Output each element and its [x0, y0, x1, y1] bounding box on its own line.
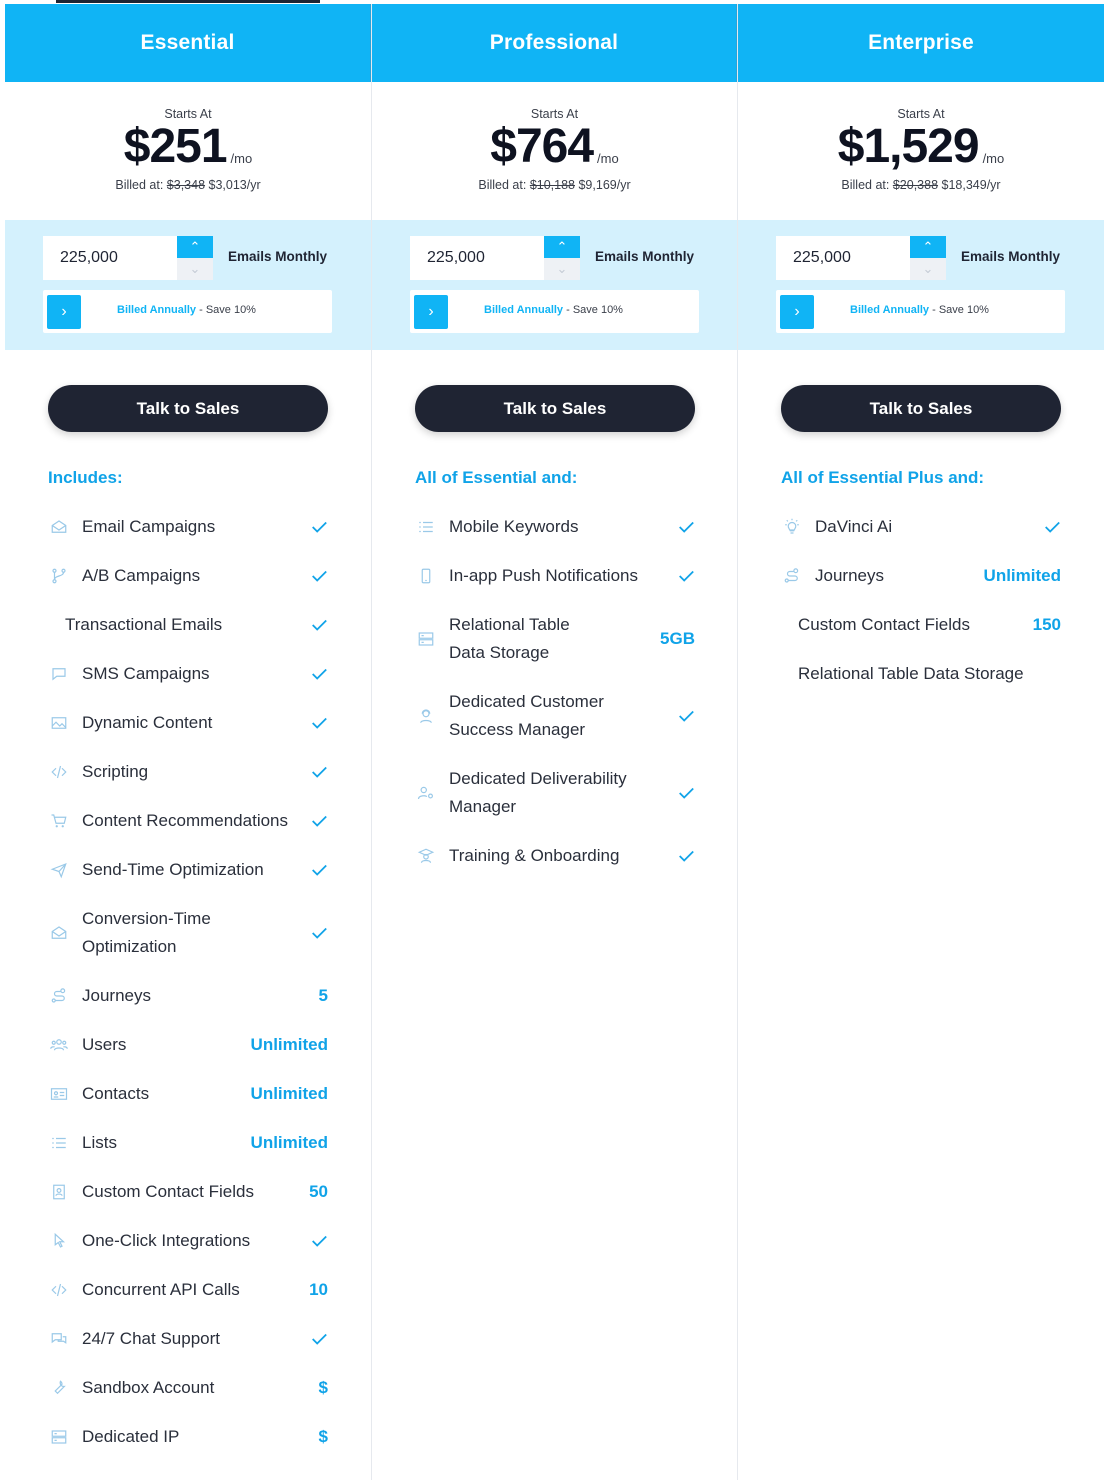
feature-row [781, 511, 1061, 543]
check-icon [310, 518, 328, 536]
check-icon [677, 707, 695, 725]
billed-old-price: $10,188 [529, 178, 575, 192]
feature-value: $ [318, 1427, 328, 1446]
check-icon [310, 1330, 328, 1348]
starts-at-label: Starts At [530, 107, 579, 121]
emails-stepper[interactable] [410, 236, 580, 280]
feature-name: Sandbox Account [82, 1378, 215, 1397]
feature-name: Custom Contact Fields [82, 1182, 254, 1201]
feature-name: Content Recommendations [82, 811, 289, 830]
feature-name: 24/7 Chat Support [82, 1329, 220, 1348]
price-block [372, 82, 737, 220]
list-icon [415, 516, 437, 538]
feature-row [48, 854, 328, 886]
price-period: /mo [597, 151, 619, 166]
feature-value: 10 [309, 1280, 328, 1299]
feature-name: Dynamic Content [82, 713, 213, 732]
feature-row [415, 686, 695, 746]
emails-stepper[interactable] [43, 236, 213, 280]
starts-at-label: Starts At [164, 107, 212, 121]
feature-name: Dedicated Customer Success Manager [449, 692, 604, 739]
wrench-icon [48, 1377, 70, 1399]
route-icon [48, 985, 70, 1007]
feature-name: A/B Campaigns [82, 566, 201, 585]
price-period: /mo [982, 151, 1005, 166]
code-icon [48, 1279, 70, 1301]
feature-row [48, 756, 328, 788]
price-amount: $1,529 [837, 120, 979, 173]
billing-option: Billed Annually [117, 304, 197, 316]
feature-row [415, 609, 695, 669]
feature-name: Dedicated Deliverability Manager [449, 769, 627, 816]
billing-selector[interactable] [43, 290, 332, 333]
billing-option: Billed Annually [850, 304, 930, 316]
check-icon [310, 714, 328, 732]
feature-name: Relational Table Data Storage [798, 664, 1024, 683]
envelope-open-icon [48, 516, 70, 538]
billed-new-price: $9,169/yr [578, 178, 631, 192]
billing-save: - Save 10% [563, 304, 623, 316]
check-icon [310, 763, 328, 781]
feature-row [781, 560, 1061, 592]
feature-name: Concurrent API Calls [82, 1280, 240, 1299]
server-icon [48, 1426, 70, 1448]
feature-row [415, 560, 695, 592]
feature-name: Lists [82, 1133, 117, 1152]
list-icon [48, 1132, 70, 1154]
pricing-table [5, 4, 1104, 1480]
feature-name: Journeys [82, 986, 151, 1005]
includes-title: All of Essential and: [415, 468, 578, 487]
feature-row [48, 609, 328, 641]
check-icon [310, 812, 328, 830]
check-icon [1043, 518, 1061, 536]
feature-name: In-app Push Notifications [449, 566, 638, 585]
users-icon [48, 1034, 70, 1056]
plan-header [738, 4, 1104, 82]
feature-name: Mobile Keywords [449, 517, 579, 536]
address-book-icon [48, 1181, 70, 1203]
price-block [5, 82, 371, 220]
feature-row [48, 1323, 328, 1355]
price-amount: $764 [490, 120, 594, 173]
active-tab-indicator [56, 0, 320, 3]
check-icon [677, 567, 695, 585]
feature-name: Journeys [815, 566, 884, 585]
billing-selector[interactable] [410, 290, 699, 333]
feature-row [415, 840, 695, 872]
pointer-icon [48, 1230, 70, 1252]
talk-to-sales-button[interactable]: Talk to Sales [415, 385, 695, 432]
cart-icon [48, 810, 70, 832]
feature-row [781, 658, 1061, 690]
chat-bubble-icon [48, 663, 70, 685]
teacher-icon [415, 845, 437, 867]
split-icon [48, 565, 70, 587]
lightbulb-icon [781, 516, 803, 538]
plan-name: Enterprise [868, 31, 974, 54]
chevron-up-icon[interactable]: ⌃ [544, 236, 580, 258]
chevron-right-icon[interactable]: › [780, 295, 814, 329]
chevron-down-icon[interactable]: ⌄ [910, 258, 946, 280]
feature-value: Unlimited [250, 1084, 328, 1103]
emails-monthly-label: Emails Monthly [595, 249, 695, 264]
billed-label: Billed at: [841, 178, 890, 192]
feature-name: Users [82, 1035, 127, 1054]
feature-row [48, 1127, 328, 1159]
feature-value: 5 [318, 986, 328, 1005]
check-icon [310, 861, 328, 879]
feature-name: Contacts [82, 1084, 150, 1103]
emails-stepper[interactable] [776, 236, 946, 280]
chevron-right-icon[interactable]: › [414, 295, 448, 329]
route-icon [781, 565, 803, 587]
feature-name: One-Click Integrations [82, 1231, 251, 1250]
billed-at [5, 178, 371, 192]
feature-row [48, 1225, 328, 1257]
billing-save: - Save 10% [929, 304, 989, 316]
contact-card-icon [48, 1083, 70, 1105]
plan-config [5, 220, 371, 350]
check-icon [310, 567, 328, 585]
feature-name: Relational Table Data Storage [449, 615, 570, 662]
feature-row [415, 763, 695, 823]
billed-at [738, 178, 1104, 192]
check-icon [677, 518, 695, 536]
feature-row [48, 707, 328, 739]
billed-old-price: $20,388 [892, 178, 939, 192]
feature-name: Dedicated IP [82, 1427, 180, 1446]
emails-input[interactable]: 225,000 [427, 249, 485, 266]
feature-name: SMS Campaigns [82, 664, 210, 683]
chevron-up-icon[interactable]: ⌃ [177, 236, 213, 258]
server-icon [415, 628, 437, 650]
feature-value: 5GB [660, 629, 695, 648]
emails-monthly-label: Emails Monthly [228, 249, 328, 264]
feature-name: Conversion-Time Optimization [82, 909, 211, 956]
feature-name: Scripting [82, 762, 149, 781]
emails-input[interactable]: 225,000 [793, 249, 851, 266]
chevron-down-icon[interactable]: ⌄ [177, 258, 213, 280]
feature-value: Unlimited [250, 1133, 328, 1152]
starts-at-label: Starts At [897, 107, 945, 121]
feature-row [48, 1372, 328, 1404]
feature-row [415, 511, 695, 543]
phone-icon [415, 565, 437, 587]
plan-enterprise [738, 4, 1104, 1480]
feature-row [48, 1078, 328, 1110]
billing-save: - Save 10% [196, 304, 256, 316]
feature-row [48, 511, 328, 543]
feature-value: 150 [1032, 615, 1061, 634]
chevron-down-icon[interactable]: ⌄ [544, 258, 580, 280]
billed-old-price: $3,348 [166, 178, 206, 192]
feature-value: $ [318, 1378, 328, 1397]
talk-to-sales-button[interactable]: Talk to Sales [781, 385, 1061, 432]
plan-config [738, 220, 1104, 350]
billed-label: Billed at: [115, 178, 164, 192]
user-gear-icon [415, 782, 437, 804]
emails-monthly-label: Emails Monthly [961, 249, 1061, 264]
emails-input[interactable]: 225,000 [60, 249, 118, 266]
plan-header [5, 4, 371, 82]
billed-at [372, 178, 737, 192]
price-period: /mo [230, 151, 253, 166]
billed-new-price: $18,349/yr [941, 178, 1001, 192]
paper-plane-icon [48, 859, 70, 881]
feature-value: Unlimited [983, 566, 1061, 585]
check-icon [677, 847, 695, 865]
feature-row [48, 1176, 328, 1208]
plan-header [372, 4, 737, 82]
price-amount: $251 [123, 120, 227, 173]
feature-name: Email Campaigns [82, 517, 216, 536]
plan-config [372, 220, 737, 350]
feature-row [48, 1029, 328, 1061]
feature-name: Custom Contact Fields [798, 615, 970, 634]
code-icon [48, 761, 70, 783]
feature-row [48, 1274, 328, 1306]
price-block [738, 82, 1104, 220]
chevron-right-icon[interactable]: › [47, 295, 81, 329]
check-icon [677, 784, 695, 802]
plan-name: Professional [489, 31, 619, 54]
billed-label: Billed at: [478, 178, 527, 192]
feature-row [781, 609, 1061, 641]
envelope-open-icon [48, 922, 70, 944]
feature-row [48, 560, 328, 592]
billing-selector[interactable] [776, 290, 1065, 333]
chevron-up-icon[interactable]: ⌃ [910, 236, 946, 258]
check-icon [310, 665, 328, 683]
image-icon [48, 712, 70, 734]
feature-row [48, 980, 328, 1012]
plan-professional [372, 4, 738, 1480]
feature-value: 50 [309, 1182, 328, 1201]
feature-row [48, 658, 328, 690]
plan-essential [5, 4, 372, 1480]
check-icon [310, 924, 328, 942]
feature-row [48, 1421, 328, 1453]
check-icon [310, 616, 328, 634]
support-agent-icon [415, 705, 437, 727]
includes-title: All of Essential Plus and: [781, 468, 985, 487]
check-icon [310, 1232, 328, 1250]
talk-to-sales-button[interactable]: Talk to Sales [48, 385, 328, 432]
feature-name: DaVinci Ai [815, 517, 893, 536]
chat-bubbles-icon [48, 1328, 70, 1350]
feature-value: Unlimited [250, 1035, 328, 1054]
plan-name: Essential [140, 31, 235, 54]
billing-option: Billed Annually [484, 304, 564, 316]
feature-row [48, 903, 328, 963]
feature-name: Training & Onboarding [449, 846, 620, 865]
billed-new-price: $3,013/yr [208, 178, 261, 192]
feature-name: Transactional Emails [65, 615, 223, 634]
includes-title: Includes: [48, 468, 123, 487]
feature-row [48, 805, 328, 837]
feature-name: Send-Time Optimization [82, 860, 264, 879]
